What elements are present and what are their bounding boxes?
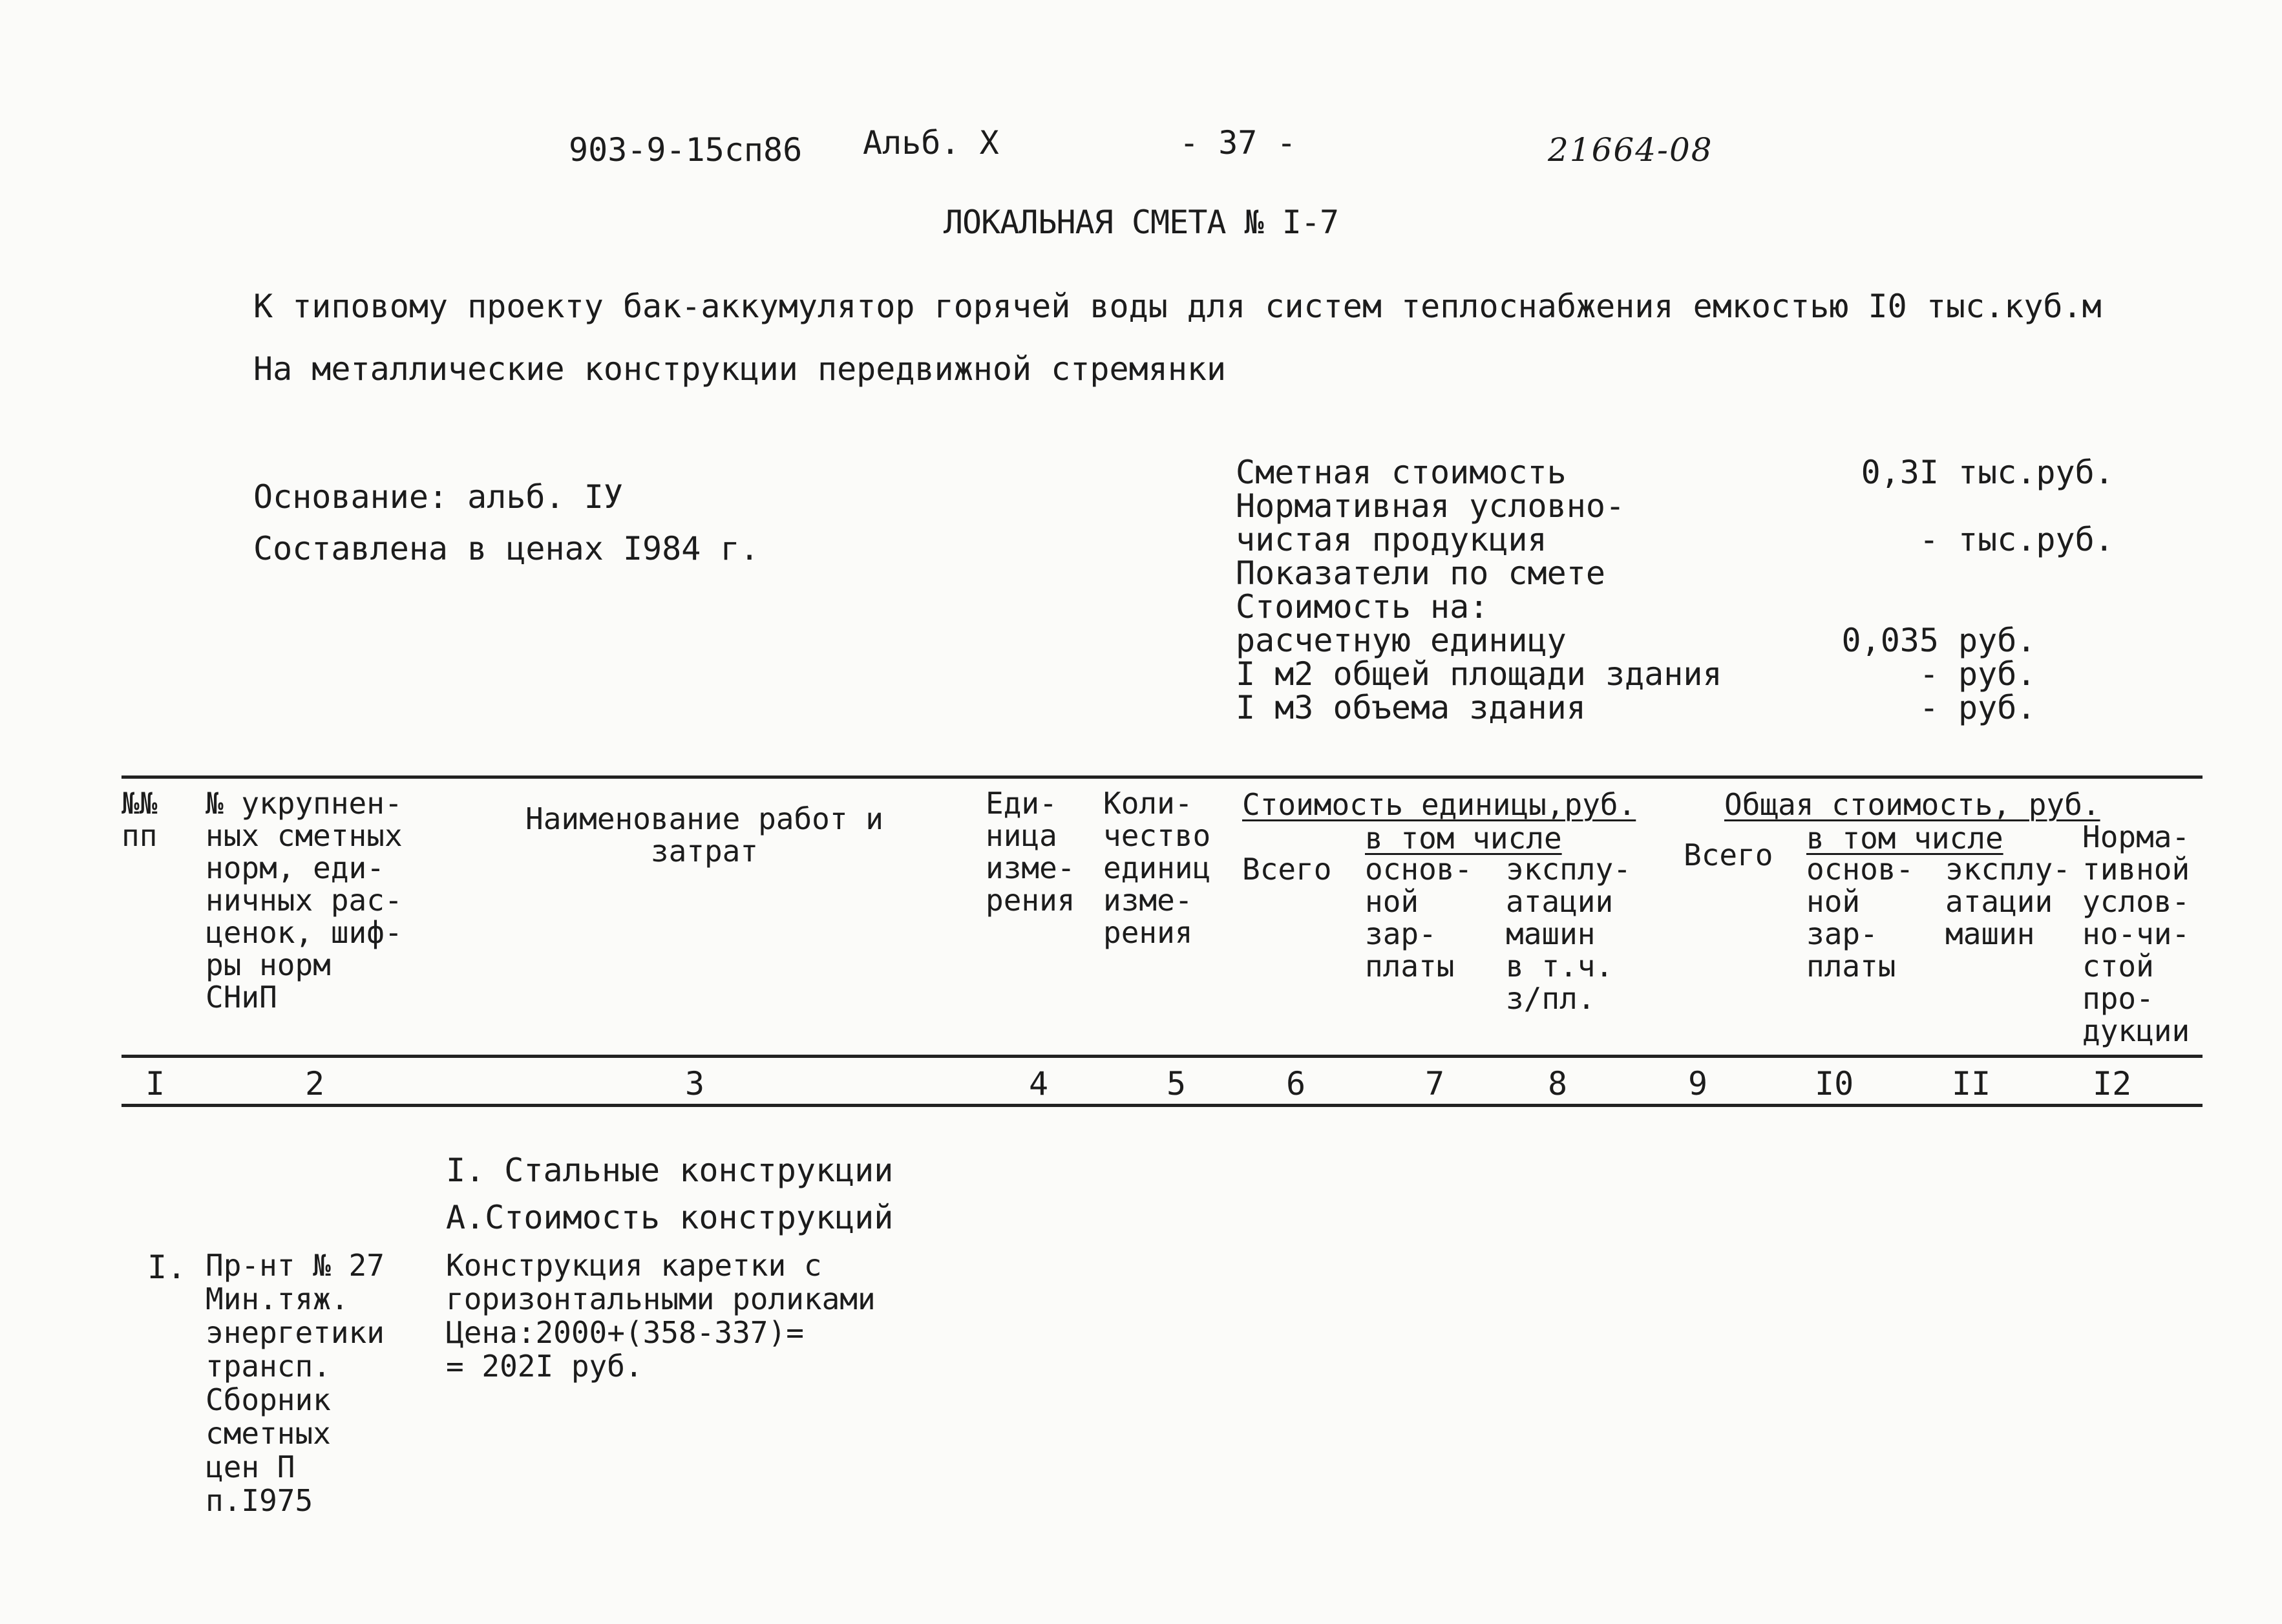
column-number-1: I [145,1065,165,1102]
summary-labels: Сметная стоимость Нормативная условно- чистая продукция Показатели по смете Стоимость на: расчетную единицу I м2 общей площади здания I м3 объема здания [1236,454,1722,726]
prices-year-line: Составлена в ценах I984 г. [253,530,759,567]
project-code: 903-9-15сп86 [569,131,803,169]
header-col-unit-wages: основ- ной зар- платы [1365,852,1473,984]
column-number-9: 9 [1688,1065,1708,1102]
document-title: ЛОКАЛЬНАЯ СМЕТА № I-7 [943,204,1339,241]
column-number-11: II [1952,1065,1991,1102]
header-total-cost-group: Общая стоимость, руб. [1724,787,2100,822]
project-description: К типовому проекту бак-аккумулятор горячей воды для систем теплоснабжения емкостью I0 тыс.куб.м [253,288,2102,325]
header-unit-cost-group: Стоимость единицы,руб. [1242,787,1636,822]
column-number-7: 7 [1425,1065,1445,1102]
header-incl-total: в том числе [1806,821,2003,856]
estimate-subject: На металлические конструкции передвижной стремянки [253,350,1227,388]
summary-values: 0,3I - 0,035 - - [1841,454,1939,726]
page-number: - 37 - [1179,124,1296,162]
header-col-conditional-product: Норма- тивной услов- но-чи- стой про- дукции [2082,819,2190,1048]
row-work-name: Конструкция каретки с горизонтальными роликами Цена:2000+(358-337)= = 202I руб. [446,1248,876,1384]
column-number-5: 5 [1167,1065,1187,1102]
album-number: Альб. X [863,124,999,162]
column-number-10: I0 [1815,1065,1854,1102]
row-norm-reference: Пр-нт № 27 Мин.тяж. энергетики трансп. Сборник сметных цен П п.I975 [206,1248,385,1518]
header-col-unit-machines: эксплу- атации машин в т.ч. з/пл. [1506,852,1631,1016]
column-number-2: 2 [305,1065,325,1102]
column-number-4: 4 [1029,1065,1049,1102]
header-col-total-machines: эксплу- атации машин [1945,852,2071,951]
column-number-6: 6 [1286,1065,1306,1102]
header-incl-unit: в том числе [1365,821,1562,856]
header-col-unit-total: Всего [1242,852,1332,887]
header-col-name: Наименование работ и затрат [525,801,883,869]
table-header-bottom-rule [121,1055,2203,1058]
column-number-12: I2 [2093,1065,2132,1102]
section-title: I. Стальные конструкции [446,1152,894,1189]
header-col-unit: Еди- ница изме- рения [986,786,1075,918]
header-col-number: №№ пп [121,786,158,853]
table-top-rule [121,775,2203,779]
subsection-title: А.Стоимость конструкций [446,1199,894,1236]
handwritten-inventory-number: 21664-08 [1548,131,1713,169]
header-col-quantity: Коли- чество единиц изме- рения [1103,786,1211,950]
basis-line: Основание: альб. IУ [253,478,623,516]
header-col-norm: № укрупнен- ных сметных норм, еди- ничных рас- ценок, шиф- ры норм СНиП [206,786,403,1015]
column-number-3: 3 [685,1065,705,1102]
row-number: I. [147,1249,187,1286]
summary-units: тыс.руб. тыс.руб. руб. руб. руб. [1958,454,2114,726]
header-col-total-wages: основ- ной зар- платы [1806,852,1914,984]
header-col-total: Всего [1684,838,1773,872]
column-number-8: 8 [1548,1065,1568,1102]
column-numbers-bottom-rule [121,1104,2203,1107]
